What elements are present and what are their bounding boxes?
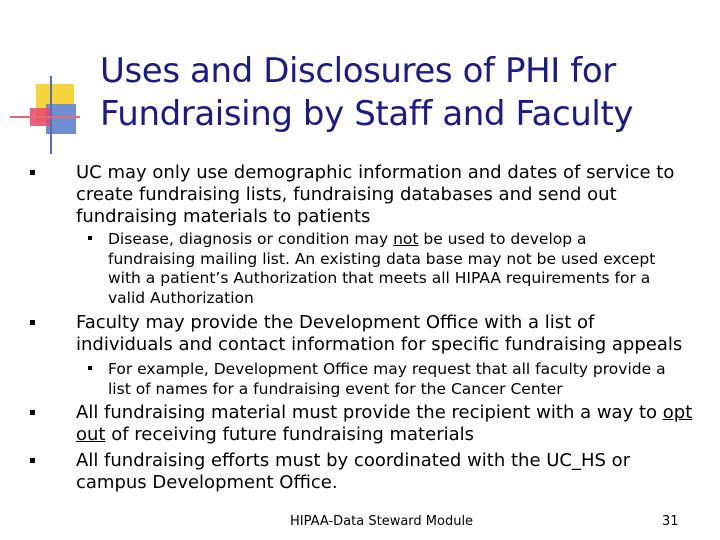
logo-horizontal-line bbox=[10, 116, 80, 118]
title-line-1: Uses and Disclosures of PHI for bbox=[100, 51, 616, 91]
emphasis-not: not bbox=[393, 230, 419, 248]
bullet-4-line-2: campus Development Office. bbox=[76, 472, 338, 493]
bullet-4-line-1: All fundraising efforts must by coordinated with the UC_HS or bbox=[76, 450, 631, 471]
bullet-2-line-2: individuals and contact information for specific fundraising appeals bbox=[76, 334, 683, 355]
footer-page-number: 31 bbox=[662, 514, 679, 529]
sub-bullet-1-line-3: with a patient’s Authorization that meets all HIPAA requirements for a bbox=[108, 269, 651, 287]
emphasis-out: out bbox=[76, 424, 106, 445]
decorative-logo-icon bbox=[10, 76, 80, 156]
sub-bullet-marker-icon bbox=[88, 236, 92, 240]
sub-bullet-1-line-1: Disease, diagnosis or condition may not be used to develop a bbox=[108, 230, 587, 248]
sub-bullet-1-line-2: fundraising mailing list. An existing data base may not be used except bbox=[108, 249, 656, 268]
bullet-3-line-2: out of receiving future fundraising materials bbox=[76, 424, 475, 445]
bullet-1-line-2: create fundraising lists, fundraising databases and send out bbox=[76, 184, 617, 205]
bullet-marker-icon bbox=[30, 410, 35, 415]
bullet-2-line-1: Faculty may provide the Development Office with a list of bbox=[76, 312, 595, 333]
slide-title bbox=[100, 50, 680, 136]
sub-bullet-marker-icon bbox=[88, 366, 92, 370]
bullet-1-line-3: fundraising materials to patients bbox=[76, 206, 371, 227]
bullet-marker-icon bbox=[30, 170, 35, 175]
sub-bullet-1-line-4: valid Authorization bbox=[108, 288, 254, 307]
footer-module-name: HIPAA-Data Steward Module bbox=[290, 514, 474, 529]
bullet-1-line-1: UC may only use demographic information and dates of service to bbox=[76, 162, 675, 183]
logo-vertical-line bbox=[50, 76, 52, 154]
emphasis-opt: opt bbox=[662, 402, 693, 423]
bullet-marker-icon bbox=[30, 320, 35, 325]
title-line-2: Fundraising by Staff and Faculty bbox=[100, 94, 634, 134]
bullet-marker-icon bbox=[30, 458, 35, 463]
sub-bullet-2-line-1: For example, Development Office may request that all faculty provide a bbox=[108, 360, 666, 378]
sub-bullet-2-line-2: list of names for a fundraising event for the Cancer Center bbox=[108, 379, 563, 398]
bullet-3-line-1: All fundraising material must provide the recipient with a way to opt bbox=[76, 402, 693, 423]
